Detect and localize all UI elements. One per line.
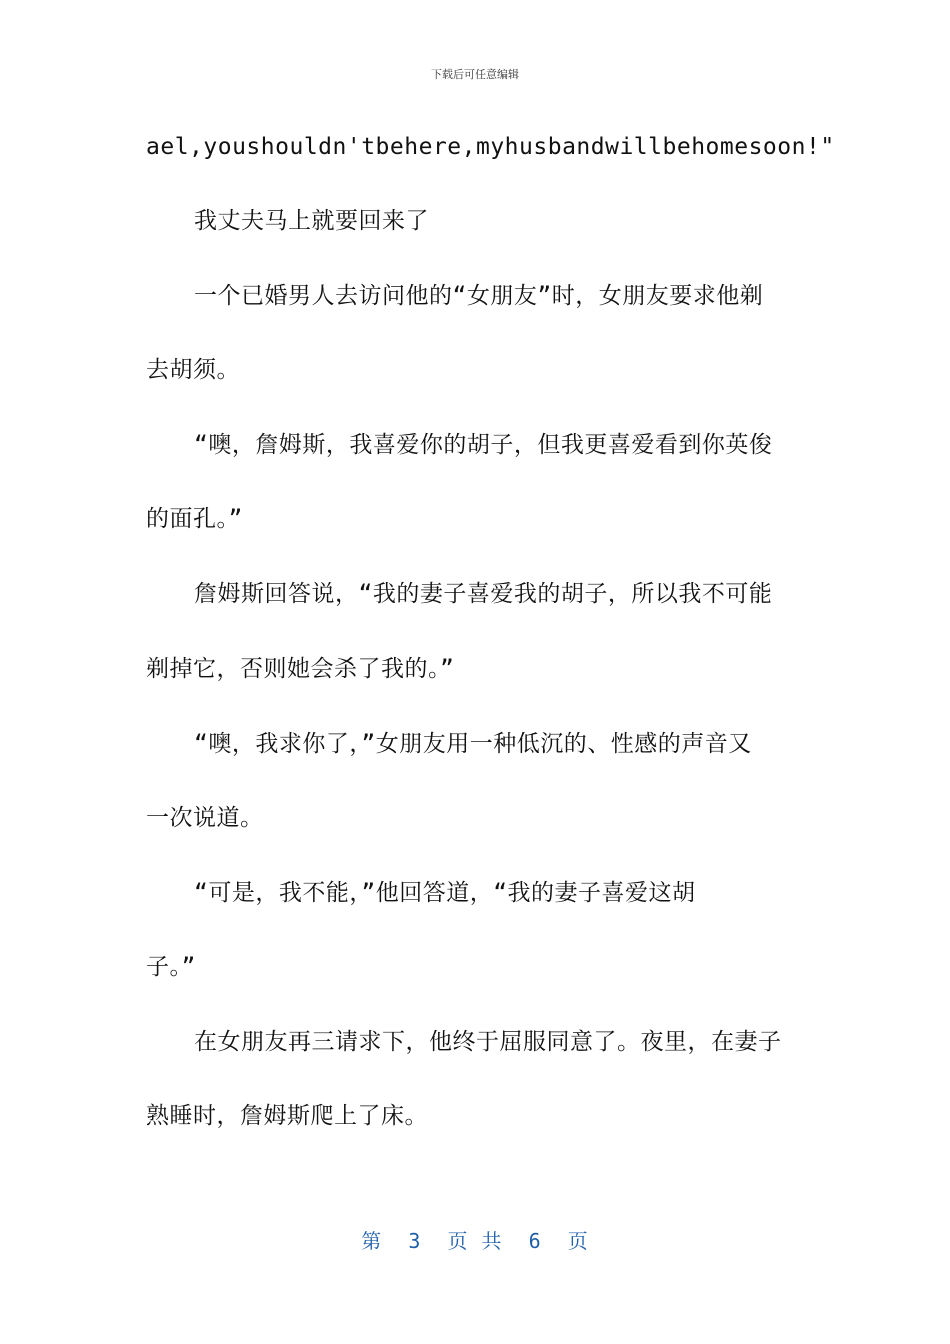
- text-line: 詹姆斯回答说，“我的妻子喜爱我的胡子，所以我不可能: [194, 581, 773, 607]
- text-line: “噢，詹姆斯，我喜爱你的胡子，但我更喜爱看到你英俊: [194, 432, 773, 458]
- text-line: 一个已婚男人去访问他的“女朋友”时，女朋友要求他剃: [194, 283, 764, 309]
- text-line: 在女朋友再三请求下，他终于屈服同意了。夜里，在妻子: [194, 1029, 782, 1055]
- text-line: 我丈夫马上就要回来了: [194, 208, 429, 234]
- text-line: 一次说道。: [146, 805, 264, 831]
- text-line: 子。”: [146, 954, 196, 980]
- text-line: 去胡须。: [146, 357, 240, 383]
- text-line: 的面孔。”: [146, 506, 243, 532]
- page-number: 第 3 页 共 6 页: [361, 1229, 589, 1253]
- text-line: ael,youshouldn'tbehere,myhusbandwillbehomesoon!": [146, 134, 835, 160]
- text-line: “可是，我不能，”他回答道，“我的妻子喜爱这胡: [194, 880, 696, 906]
- text-line: 熟睡时，詹姆斯爬上了床。: [146, 1103, 428, 1129]
- text-line: 剃掉它，否则她会杀了我的。”: [146, 656, 455, 682]
- header-note: 下载后可任意编辑: [431, 68, 519, 81]
- text-line: “噢，我求你了，”女朋友用一种低沉的、性感的声音又: [194, 731, 752, 757]
